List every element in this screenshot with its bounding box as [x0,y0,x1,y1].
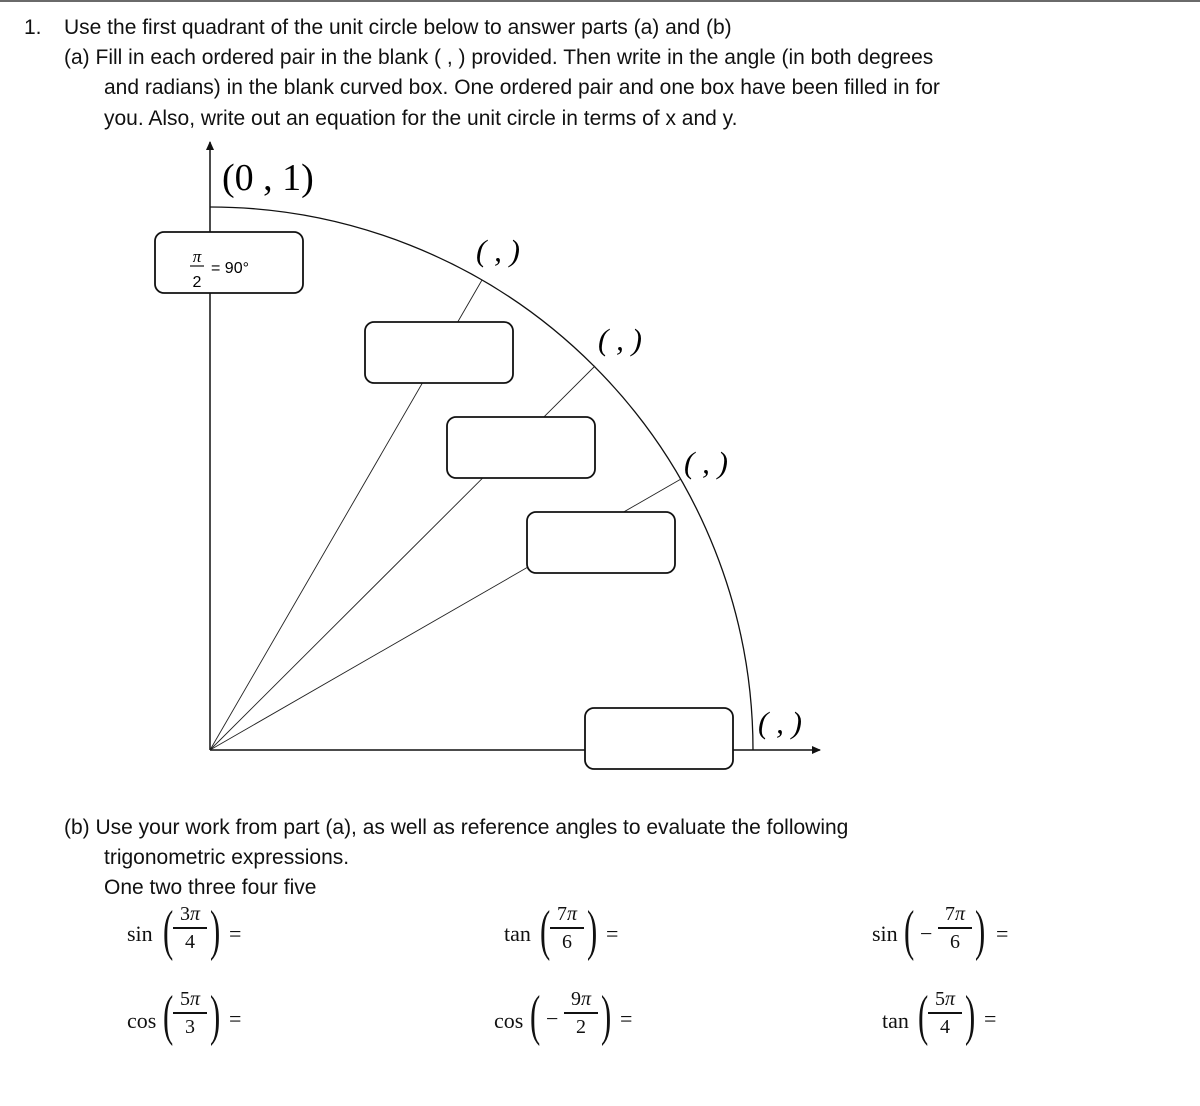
equals-sign: = [229,1006,242,1031]
angle-box-blank[interactable] [365,322,513,383]
angle-box-blank[interactable] [447,417,595,478]
filled-ordered-pair: (0 , 1) [222,157,314,199]
fraction-numerator: 7π [556,903,578,925]
equals-sign: = [229,921,242,946]
fraction-bar [173,1012,207,1014]
fraction-denominator: 3 [185,1016,195,1038]
box-frac-denominator: 2 [192,274,202,291]
left-paren: ( [163,985,174,1047]
part-a-line-2: and radians) in the blank curved box. One ordered pair and one box have been filled in for [104,76,940,99]
right-paren: ) [210,985,221,1047]
negative-sign: − [546,1006,559,1031]
equals-sign: = [606,921,619,946]
left-paren: ( [530,985,541,1047]
trig-function: cos [494,1008,524,1033]
fraction-numerator: 9π [570,988,592,1010]
fraction-bar [938,927,972,929]
left-paren: ( [904,900,915,962]
left-paren: ( [918,985,929,1047]
trig-function: sin [872,921,898,946]
blank-ordered-pair[interactable]: ( , ) [476,233,520,268]
blank-ordered-pair[interactable]: ( , ) [598,322,642,357]
equals-sign: = [984,1006,997,1031]
box-frac-equals: = 90° [211,260,249,277]
fraction-denominator: 6 [562,931,572,953]
angle-box-blank[interactable] [527,512,675,573]
fraction-denominator: 4 [940,1016,950,1038]
right-paren: ) [965,985,976,1047]
trig-function: sin [127,921,153,946]
part-a-line-3: you. Also, write out an equation for the unit circle in terms of x and y. [104,107,738,130]
trig-function: tan [882,1008,909,1033]
fraction-numerator: 5π [934,988,956,1010]
right-paren: ) [975,900,986,962]
negative-sign: − [920,921,933,946]
right-paren: ) [601,985,612,1047]
fraction-numerator: 7π [944,903,966,925]
fraction-numerator: 3π [179,903,201,925]
fraction-numerator: 5π [179,988,201,1010]
fraction-bar [173,927,207,929]
part-b-line-2: trigonometric expressions. [104,846,350,869]
fraction-denominator: 4 [185,931,195,953]
trig-function: cos [127,1008,157,1033]
part-b-line-1: (b) Use your work from part (a), as well as reference angles to evaluate the following [64,816,849,839]
part-a-line-1: (a) Fill in each ordered pair in the blank ( , ) provided. Then write in the angle (in both degrees [64,46,934,69]
problem-intro: Use the first quadrant of the unit circle below to answer parts (a) and (b) [64,16,732,39]
angle-box-blank[interactable] [585,708,733,769]
trig-function: tan [504,921,531,946]
part-b-note: One two three four five [104,876,317,899]
left-paren: ( [540,900,551,962]
left-paren: ( [163,900,174,962]
equals-sign: = [620,1006,633,1031]
blank-ordered-pair[interactable]: ( , ) [684,445,728,480]
fraction-denominator: 2 [576,1016,586,1038]
fraction-bar [928,1012,962,1014]
problem-number: 1. [24,16,42,39]
equals-sign: = [996,921,1009,946]
blank-ordered-pair[interactable]: ( , ) [758,705,802,740]
box-frac-numerator: π [192,247,202,266]
fraction-bar [564,1012,598,1014]
right-paren: ) [587,900,598,962]
fraction-bar [550,927,584,929]
fraction-denominator: 6 [950,931,960,953]
right-paren: ) [210,900,221,962]
